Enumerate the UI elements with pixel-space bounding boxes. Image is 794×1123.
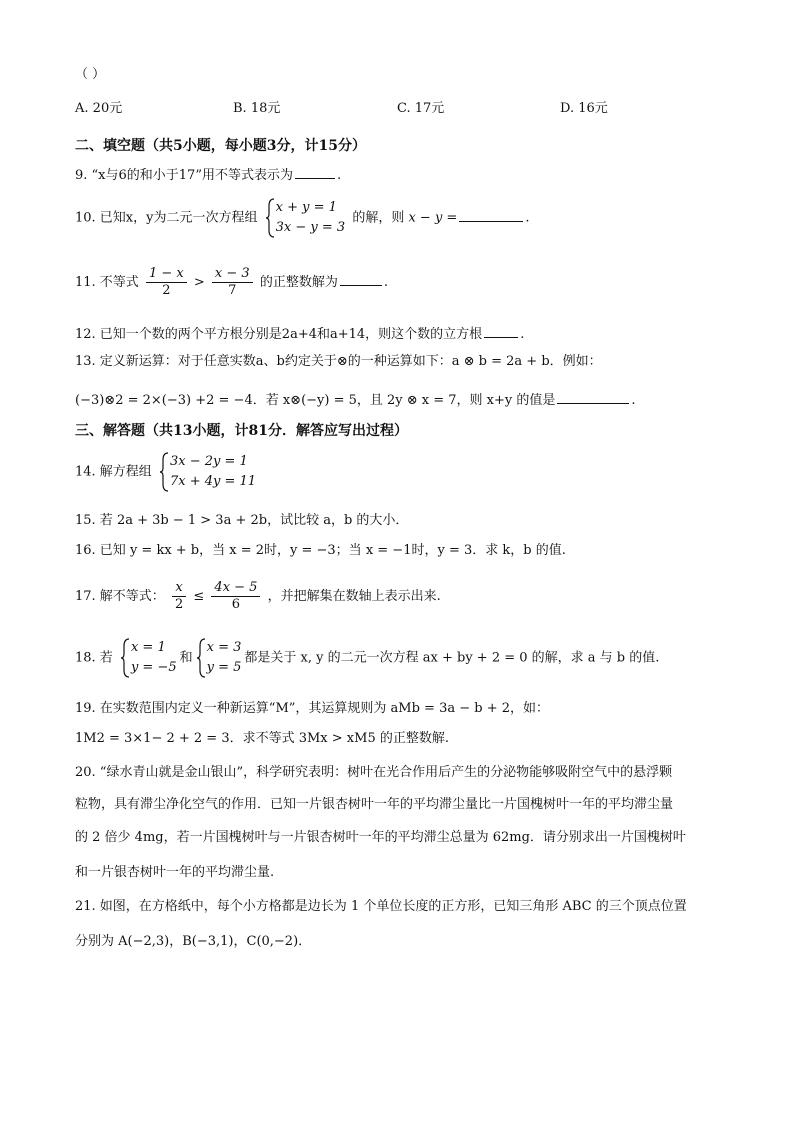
question-19-line-2: 1M2 = 3×1− 2 + 2 = 3．求不等式 3Mx > xM5 的正整数解. xyxy=(75,731,449,746)
question-18: 18. 若 x = 1 y = −5 和 x = 3 y = 5 都是关于 x, y 的二元一次方程 ax + by + 2 = 0 的解，求 a 与 b 的值. xyxy=(75,638,659,678)
question-20-line-1: 20. “绿水青山就是金山银山”，科学研究表明：树叶在光合作用后产生的分泌物能够吸附空气中的悬浮颗 xyxy=(75,765,673,780)
section-2-title: 二、填空题（共5小题，每小题3分，计15分） xyxy=(75,138,366,154)
question-14: 14. 解方程组 3x − 2y = 1 7x + 4y = 11 xyxy=(75,452,259,492)
answer-blank xyxy=(557,389,629,404)
question-10: 10. 已知x，y为二元一次方程组 x + y = 1 3x − y = 3 的解，则 x − y = . xyxy=(75,198,529,238)
question-11: 11. 不等式 $\frac{1 - x}{2}$ > $\frac{x - 3}{7}$ 的正整数解为 . xyxy=(75,266,388,298)
answer-blank xyxy=(295,164,335,179)
brace-icon xyxy=(196,638,206,678)
question-20-line-2: 粒物，具有滞尘净化空气的作用．已知一片银杏树叶一年的平均滞尘量比一片国槐树叶一年的平均滞尘量 xyxy=(75,797,674,812)
option-a: A. 20元 xyxy=(75,101,123,116)
question-13-line-1: 13. 定义新运算：对于任意实数a、b约定关于⊗的一种运算如下：a ⊗ b = 2a + b．例如： xyxy=(75,354,602,369)
question-9: 9. “x与6的和小于17”用不等式表示为 . xyxy=(75,164,341,185)
fraction: $\frac{x - 3}{7}$ xyxy=(212,266,253,299)
question-16: 16. 已知 y = kx + b，当 x = 2时，y = −3；当 x = −1时，y = 3．求 k，b 的值. xyxy=(75,543,566,558)
question-21-line-1: 21. 如图，在方格纸中，每个小方格都是边长为 1 个单位长度的正方形，已知三角形 ABC 的三个顶点位置 xyxy=(75,899,687,914)
question-20-line-3: 的 2 倍少 4mg，若一片国槐树叶与一片银杏树叶一年的平均滞尘总量为 62mg．请分别求出一片国槐树叶 xyxy=(75,830,686,845)
option-c: C. 17元 xyxy=(397,101,445,116)
equation-system: x = 3 y = 5 xyxy=(196,638,242,678)
question-21-line-2: 分别为 A(−2,3)，B(−3,1)，C(0,−2)． xyxy=(75,934,312,949)
answer-blank xyxy=(340,271,382,286)
brace-icon xyxy=(159,452,169,492)
option-d: D. 16元 xyxy=(560,101,608,116)
question-17: 17. 解不等式： $\frac{x}{2}$ ≤ $\frac{4x - 5}{6}$ ，并把解集在数轴上表示出来. xyxy=(75,580,441,612)
fraction: $\frac{1 - x}{2}$ xyxy=(146,266,187,299)
fraction: $\frac{x}{2}$ xyxy=(172,580,186,613)
equation-system: x = 1 y = −5 xyxy=(120,638,177,678)
brace-icon xyxy=(120,638,130,678)
equation-system: x + y = 1 3x − y = 3 xyxy=(265,198,346,238)
section-3-title: 三、解答题（共13小题，计81分．解答应写出过程） xyxy=(75,423,408,439)
fraction: $\frac{4x - 5}{6}$ xyxy=(211,580,260,613)
option-b: B. 18元 xyxy=(233,101,281,116)
equation-system: 3x − 2y = 1 7x + 4y = 11 xyxy=(159,452,256,492)
question-15: 15. 若 2a + 3b − 1 > 3a + 2b，试比较 a，b 的大小． xyxy=(75,513,409,528)
question-19-line-1: 19. 在实数范围内定义一种新运算“M”，其运算规则为 aMb = 3a − b + 2，如： xyxy=(75,701,550,716)
answer-blank xyxy=(484,323,518,338)
brace-icon xyxy=(265,198,275,238)
question-12: 12. 已知一个数的两个平方根分别是2a+4和a+14，则这个数的立方根 . xyxy=(75,323,524,344)
answer-blank xyxy=(459,207,523,222)
options-row xyxy=(75,100,715,118)
question-13-line-2: (−3)⊗2 = 2×(−3) +2 = −4．若 x⊗(−y) = 5，且 2y ⊗ x = 7，则 x+y 的值是 . xyxy=(75,389,636,410)
answer-parentheses: （ ） xyxy=(75,67,106,82)
question-20-line-4: 和一片银杏树叶一年的平均滞尘量. xyxy=(75,865,275,880)
